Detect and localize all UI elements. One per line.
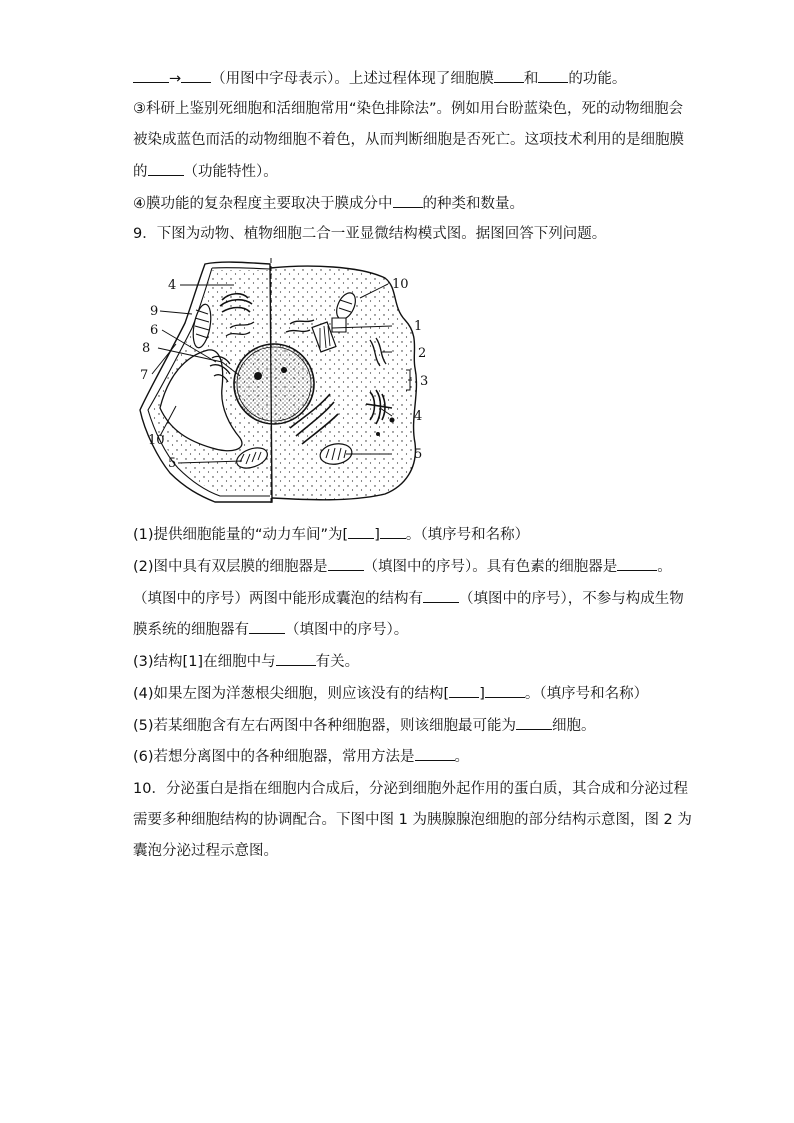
answer-blank[interactable] [133, 68, 169, 83]
label-5-right: 5 [414, 447, 423, 462]
q9-part-2-cont: （填图中的序号）两图中能形成囊泡的结构有 （填图中的序号），不参与构成生物 [133, 588, 684, 608]
question-10-line-2: 需要多种细胞结构的协调配合。下图中图 1 为胰腺腺泡细胞的部分结构示意图，图 2 为 [133, 812, 692, 828]
answer-blank[interactable] [181, 68, 211, 83]
label-4-left: 4 [168, 278, 177, 293]
answer-blank[interactable] [423, 588, 459, 603]
text-line-3: 被染成蓝色而活的动物细胞不着色，从而判断细胞是否死亡。这项技术利用的是细胞膜 [133, 132, 684, 148]
label-10-left: 10 [148, 433, 165, 448]
question-9-title: 9．下图为动物、植物细胞二合一亚显微结构模式图。据图回答下列问题。 [133, 226, 607, 242]
q9-part-5: (5)若某细胞含有左右两图中各种细胞器，则该细胞最可能为 细胞。 [133, 715, 596, 735]
answer-blank[interactable] [328, 556, 364, 571]
answer-blank[interactable] [617, 556, 657, 571]
answer-blank[interactable] [148, 161, 184, 176]
label-9: 9 [150, 304, 159, 319]
answer-blank[interactable] [380, 524, 406, 539]
q9-part-2-end: 膜系统的细胞器有 （填图中的序号）。 [133, 619, 408, 639]
q9-part-1: (1)提供细胞能量的“动力车间”为[ ] 。（填序号和名称） [133, 524, 529, 544]
label-3: 3 [420, 374, 429, 389]
label-4-right: 4 [414, 409, 423, 424]
label-5-left: 5 [168, 456, 177, 471]
answer-blank[interactable] [348, 524, 374, 539]
q9-part-2: (2)图中具有双层膜的细胞器是 （填图中的序号）。具有色素的细胞器是 。 [133, 556, 672, 576]
q9-part-4: (4)如果左图为洋葱根尖细胞，则应该没有的结构[ ] 。（填序号和名称） [133, 683, 648, 703]
q9-part-3: (3)结构[1]在细胞中与 有关。 [133, 651, 359, 671]
question-10-line-3: 囊泡分泌过程示意图。 [133, 843, 278, 859]
text-line-5: ④膜功能的复杂程度主要取决于膜成分中 的种类和数量。 [133, 193, 524, 213]
answer-blank[interactable] [449, 683, 479, 698]
answer-blank[interactable] [494, 68, 524, 83]
arrow-symbol: → [169, 71, 182, 87]
nucleus [234, 344, 314, 424]
text-line-4: 的 （功能特性）。 [133, 161, 278, 181]
answer-blank[interactable] [249, 619, 285, 634]
answer-blank[interactable] [538, 68, 568, 83]
label-8: 8 [142, 341, 151, 356]
answer-blank[interactable] [276, 651, 316, 666]
cell-diagram [130, 258, 450, 508]
question-10-line-1: 10．分泌蛋白是指在细胞内合成后，分泌到细胞外起作用的蛋白质，其合成和分泌过程 [133, 781, 688, 797]
label-1: 1 [414, 319, 423, 334]
answer-blank[interactable] [485, 683, 525, 698]
text-line-2: ③科研上鉴别死细胞和活细胞常用“染色排除法”。例如用台盼蓝染色，死的动物细胞会 [133, 101, 684, 117]
answer-blank[interactable] [415, 746, 455, 761]
answer-blank[interactable] [393, 193, 423, 208]
q9-part-6: (6)若想分离图中的各种细胞器，常用方法是 。 [133, 746, 469, 766]
label-6: 6 [150, 323, 159, 338]
text-line-1: → （用图中字母表示）。上述过程体现了细胞膜 和 的功能。 [133, 68, 626, 88]
label-2: 2 [418, 346, 427, 361]
answer-blank[interactable] [516, 715, 552, 730]
label-7: 7 [140, 368, 149, 383]
label-10-right: 10 [392, 277, 409, 292]
